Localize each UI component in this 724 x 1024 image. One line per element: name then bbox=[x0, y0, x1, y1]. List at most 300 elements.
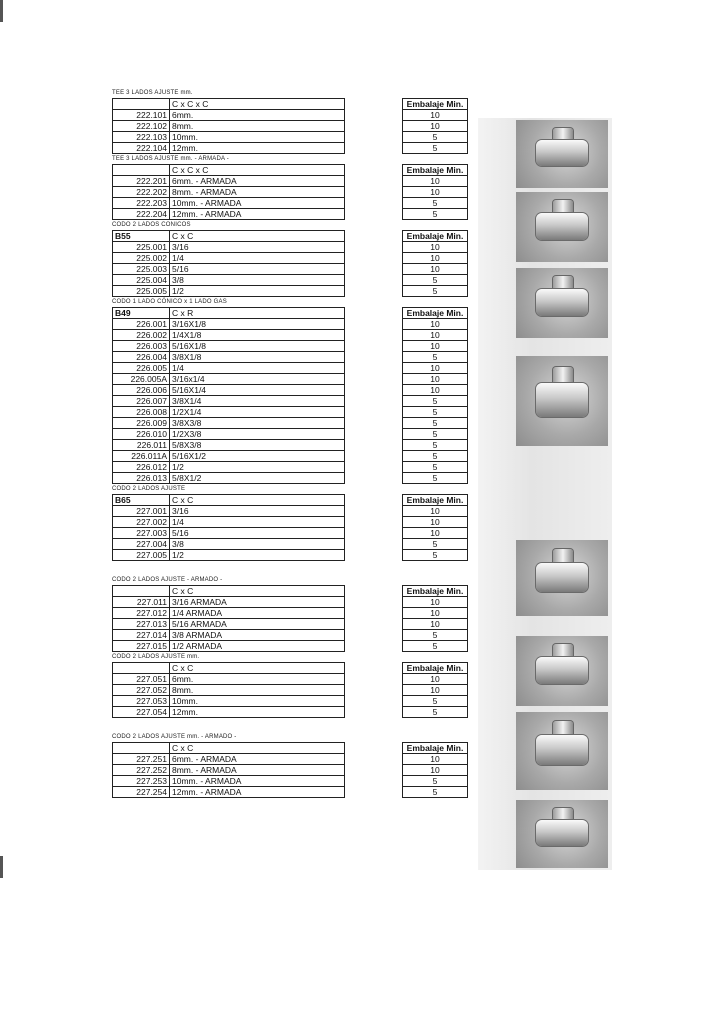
section-title: CODO 2 LADOS AJUSTE mm. bbox=[112, 654, 200, 660]
min-packaging-row bbox=[403, 275, 468, 286]
min-packaging-value: 10 bbox=[403, 506, 468, 517]
min-packaging-table bbox=[402, 742, 468, 798]
min-packaging-value: 5 bbox=[403, 440, 468, 451]
min-packaging-value: 5 bbox=[403, 707, 468, 718]
product-code-cell: 225.003 bbox=[113, 264, 170, 275]
product-description-cell: 5/16X1/4 bbox=[170, 385, 345, 396]
min-packaging-row bbox=[403, 418, 468, 429]
min-packaging-row bbox=[403, 352, 468, 363]
min-packaging-value: 10 bbox=[403, 363, 468, 374]
min-packaging-row bbox=[403, 132, 468, 143]
product-description-cell: 1/4X1/8 bbox=[170, 330, 345, 341]
min-packaging-header: Embalaje Min. bbox=[403, 99, 468, 110]
header-code-cell: B55 bbox=[113, 231, 170, 242]
scan-edge-mark-top bbox=[0, 0, 3, 22]
table-row bbox=[113, 176, 345, 187]
product-description-cell: 8mm. - ARMADA bbox=[170, 765, 345, 776]
header-code-cell: B49 bbox=[113, 308, 170, 319]
table-header-row bbox=[113, 663, 345, 674]
product-description-cell: 3/8X1/8 bbox=[170, 352, 345, 363]
product-description-cell: 3/16x1/4 bbox=[170, 374, 345, 385]
product-code-cell: 226.007 bbox=[113, 396, 170, 407]
min-packaging-row bbox=[403, 641, 468, 652]
table-row bbox=[113, 319, 345, 330]
product-code-cell: 227.004 bbox=[113, 539, 170, 550]
min-packaging-row bbox=[403, 407, 468, 418]
product-code-cell: 227.014 bbox=[113, 630, 170, 641]
min-packaging-table bbox=[402, 307, 468, 484]
min-packaging-table bbox=[402, 98, 468, 154]
product-description-cell: 3/8 bbox=[170, 275, 345, 286]
table-row bbox=[113, 473, 345, 484]
min-packaging-row bbox=[403, 264, 468, 275]
product-description-cell: 3/16 ARMADA bbox=[170, 597, 345, 608]
header-code-cell: B65 bbox=[113, 495, 170, 506]
product-code-cell: 227.053 bbox=[113, 696, 170, 707]
min-packaging-table bbox=[402, 230, 468, 297]
product-code-cell: 226.008 bbox=[113, 407, 170, 418]
min-packaging-value: 5 bbox=[403, 696, 468, 707]
product-description-cell: 5/16 bbox=[170, 528, 345, 539]
min-packaging-value: 5 bbox=[403, 550, 468, 561]
product-description-cell: 12mm. - ARMADA bbox=[170, 209, 345, 220]
product-code-cell: 222.102 bbox=[113, 121, 170, 132]
product-description-cell: 8mm. bbox=[170, 121, 345, 132]
product-code-cell: 227.252 bbox=[113, 765, 170, 776]
min-packaging-row bbox=[403, 451, 468, 462]
product-code-cell: 225.001 bbox=[113, 242, 170, 253]
product-code-cell: 227.051 bbox=[113, 674, 170, 685]
min-packaging-row bbox=[403, 209, 468, 220]
catalog-section bbox=[112, 299, 472, 486]
table-row bbox=[113, 242, 345, 253]
product-description-cell: 12mm. bbox=[170, 143, 345, 154]
table-row bbox=[113, 407, 345, 418]
min-packaging-value: 5 bbox=[403, 451, 468, 462]
min-packaging-row bbox=[403, 517, 468, 528]
header-code-cell bbox=[113, 743, 170, 754]
product-code-cell: 226.001 bbox=[113, 319, 170, 330]
product-description-cell: 1/4 bbox=[170, 363, 345, 374]
min-packaging-row bbox=[403, 674, 468, 685]
catalog-section bbox=[112, 577, 472, 654]
min-packaging-row bbox=[403, 110, 468, 121]
product-description-cell: 1/4 ARMADA bbox=[170, 608, 345, 619]
product-description-cell: 3/8X3/8 bbox=[170, 418, 345, 429]
product-code-cell: 226.009 bbox=[113, 418, 170, 429]
catalog-section bbox=[112, 156, 472, 222]
min-packaging-row bbox=[403, 176, 468, 187]
table-row bbox=[113, 787, 345, 798]
header-code-cell bbox=[113, 165, 170, 176]
min-packaging-header: Embalaje Min. bbox=[403, 231, 468, 242]
product-code-cell: 227.012 bbox=[113, 608, 170, 619]
product-description-cell: 1/2X1/4 bbox=[170, 407, 345, 418]
min-packaging-value: 10 bbox=[403, 242, 468, 253]
product-code-cell: 226.013 bbox=[113, 473, 170, 484]
product-code-cell: 226.010 bbox=[113, 429, 170, 440]
product-code-cell: 222.202 bbox=[113, 187, 170, 198]
product-code-cell: 226.003 bbox=[113, 341, 170, 352]
table-row bbox=[113, 754, 345, 765]
header-description-cell: C x C bbox=[170, 231, 345, 242]
table-row bbox=[113, 143, 345, 154]
table-header-row bbox=[113, 99, 345, 110]
product-table bbox=[112, 662, 345, 718]
tee-fitting-photo bbox=[516, 120, 608, 188]
min-packaging-row bbox=[403, 550, 468, 561]
product-description-cell: 10mm. - ARMADA bbox=[170, 198, 345, 209]
min-packaging-value: 5 bbox=[403, 418, 468, 429]
product-description-cell: 6mm. - ARMADA bbox=[170, 754, 345, 765]
product-description-cell: 3/16 bbox=[170, 506, 345, 517]
product-code-cell: 227.003 bbox=[113, 528, 170, 539]
min-packaging-header: Embalaje Min. bbox=[403, 308, 468, 319]
min-packaging-value: 5 bbox=[403, 641, 468, 652]
min-packaging-header: Embalaje Min. bbox=[403, 586, 468, 597]
product-description-cell: 6mm. bbox=[170, 674, 345, 685]
table-row bbox=[113, 132, 345, 143]
product-description-cell: 3/16X1/8 bbox=[170, 319, 345, 330]
min-packaging-value: 5 bbox=[403, 275, 468, 286]
product-table bbox=[112, 98, 345, 154]
min-packaging-value: 5 bbox=[403, 429, 468, 440]
header-code-cell bbox=[113, 663, 170, 674]
table-row bbox=[113, 641, 345, 652]
min-packaging-header: Embalaje Min. bbox=[403, 663, 468, 674]
min-packaging-value: 10 bbox=[403, 110, 468, 121]
product-code-cell: 227.002 bbox=[113, 517, 170, 528]
table-header-row bbox=[113, 165, 345, 176]
min-packaging-row bbox=[403, 707, 468, 718]
section-title: CODO 1 LADO CÓNICO x 1 LADO GAS bbox=[112, 299, 227, 305]
table-row bbox=[113, 776, 345, 787]
min-packaging-value: 10 bbox=[403, 685, 468, 696]
table-header-row bbox=[113, 495, 345, 506]
product-description-cell: 5/8X3/8 bbox=[170, 440, 345, 451]
min-packaging-row bbox=[403, 429, 468, 440]
table-row bbox=[113, 707, 345, 718]
product-table bbox=[112, 494, 345, 561]
header-description-cell: C x C bbox=[170, 586, 345, 597]
min-packaging-row bbox=[403, 506, 468, 517]
table-row bbox=[113, 209, 345, 220]
product-description-cell: 3/8X1/4 bbox=[170, 396, 345, 407]
table-row bbox=[113, 440, 345, 451]
product-table bbox=[112, 585, 345, 652]
catalog-section bbox=[112, 654, 472, 720]
min-packaging-value: 5 bbox=[403, 407, 468, 418]
product-description-cell: 3/16 bbox=[170, 242, 345, 253]
product-code-cell: 225.002 bbox=[113, 253, 170, 264]
min-packaging-row bbox=[403, 765, 468, 776]
table-row bbox=[113, 385, 345, 396]
min-packaging-header: Embalaje Min. bbox=[403, 495, 468, 506]
min-packaging-value: 5 bbox=[403, 352, 468, 363]
min-packaging-value: 10 bbox=[403, 264, 468, 275]
min-packaging-value: 10 bbox=[403, 385, 468, 396]
product-description-cell: 5/16 ARMADA bbox=[170, 619, 345, 630]
product-description-cell: 1/4 bbox=[170, 253, 345, 264]
product-code-cell: 226.005A bbox=[113, 374, 170, 385]
min-packaging-value: 5 bbox=[403, 630, 468, 641]
min-packaging-value: 10 bbox=[403, 121, 468, 132]
elbow-ajuste-fitting-photo bbox=[516, 540, 608, 616]
catalog-section bbox=[112, 734, 472, 800]
table-row bbox=[113, 198, 345, 209]
tee-armada-fitting-photo bbox=[516, 192, 608, 262]
min-packaging-value: 5 bbox=[403, 209, 468, 220]
product-code-cell: 226.006 bbox=[113, 385, 170, 396]
product-code-cell: 225.005 bbox=[113, 286, 170, 297]
product-description-cell: 5/16X1/8 bbox=[170, 341, 345, 352]
min-packaging-row bbox=[403, 528, 468, 539]
table-row bbox=[113, 550, 345, 561]
product-code-cell: 222.101 bbox=[113, 110, 170, 121]
elbow-gas-fitting-photo bbox=[516, 356, 608, 446]
min-packaging-value: 5 bbox=[403, 776, 468, 787]
min-packaging-row bbox=[403, 187, 468, 198]
table-row bbox=[113, 363, 345, 374]
product-description-cell: 10mm. - ARMADA bbox=[170, 776, 345, 787]
product-description-cell: 6mm. bbox=[170, 110, 345, 121]
min-packaging-table bbox=[402, 662, 468, 718]
product-description-cell: 1/2 ARMADA bbox=[170, 641, 345, 652]
min-packaging-row bbox=[403, 787, 468, 798]
table-row bbox=[113, 451, 345, 462]
table-row bbox=[113, 286, 345, 297]
table-row bbox=[113, 275, 345, 286]
min-packaging-value: 5 bbox=[403, 462, 468, 473]
table-header-row bbox=[113, 743, 345, 754]
product-description-cell: 5/16X1/2 bbox=[170, 451, 345, 462]
catalog-section bbox=[112, 222, 472, 299]
header-code-cell bbox=[113, 99, 170, 110]
min-packaging-value: 10 bbox=[403, 176, 468, 187]
header-description-cell: C x C bbox=[170, 663, 345, 674]
min-packaging-value: 10 bbox=[403, 341, 468, 352]
product-code-cell: 222.201 bbox=[113, 176, 170, 187]
min-packaging-row bbox=[403, 776, 468, 787]
product-description-cell: 1/2 bbox=[170, 462, 345, 473]
product-description-cell: 12mm. bbox=[170, 707, 345, 718]
min-packaging-row bbox=[403, 330, 468, 341]
min-packaging-row bbox=[403, 242, 468, 253]
table-row bbox=[113, 696, 345, 707]
product-code-cell: 225.004 bbox=[113, 275, 170, 286]
table-row bbox=[113, 396, 345, 407]
table-row bbox=[113, 765, 345, 776]
product-code-cell: 226.011A bbox=[113, 451, 170, 462]
min-packaging-value: 10 bbox=[403, 765, 468, 776]
section-title: CODO 2 LADOS AJUSTE mm. - ARMADO - bbox=[112, 734, 237, 740]
product-table bbox=[112, 307, 345, 484]
min-packaging-row bbox=[403, 374, 468, 385]
min-packaging-row bbox=[403, 696, 468, 707]
elbow-armado-fitting-photo bbox=[516, 636, 608, 706]
product-code-cell: 226.004 bbox=[113, 352, 170, 363]
table-row bbox=[113, 462, 345, 473]
product-code-cell: 226.005 bbox=[113, 363, 170, 374]
product-description-cell: 5/16 bbox=[170, 264, 345, 275]
product-description-cell: 1/2 bbox=[170, 286, 345, 297]
section-title: TEE 3 LADOS AJUSTE mm. bbox=[112, 90, 193, 96]
table-row bbox=[113, 418, 345, 429]
table-row bbox=[113, 506, 345, 517]
product-description-cell: 8mm. bbox=[170, 685, 345, 696]
min-packaging-row bbox=[403, 198, 468, 209]
min-packaging-value: 10 bbox=[403, 374, 468, 385]
min-packaging-value: 10 bbox=[403, 319, 468, 330]
product-code-cell: 227.015 bbox=[113, 641, 170, 652]
product-code-cell: 227.052 bbox=[113, 685, 170, 696]
min-packaging-row bbox=[403, 630, 468, 641]
min-packaging-value: 10 bbox=[403, 330, 468, 341]
header-description-cell: C x C bbox=[170, 743, 345, 754]
product-description-cell: 1/2X3/8 bbox=[170, 429, 345, 440]
min-packaging-value: 10 bbox=[403, 597, 468, 608]
product-table bbox=[112, 742, 345, 798]
product-description-cell: 3/8 ARMADA bbox=[170, 630, 345, 641]
table-header-row bbox=[113, 586, 345, 597]
scan-edge-mark-bottom bbox=[0, 856, 3, 878]
table-row bbox=[113, 330, 345, 341]
min-packaging-header: Embalaje Min. bbox=[403, 165, 468, 176]
min-packaging-table bbox=[402, 164, 468, 220]
product-description-cell: 6mm. - ARMADA bbox=[170, 176, 345, 187]
product-code-cell: 227.054 bbox=[113, 707, 170, 718]
min-packaging-row bbox=[403, 363, 468, 374]
catalog-section bbox=[112, 90, 472, 156]
table-row bbox=[113, 619, 345, 630]
min-packaging-value: 5 bbox=[403, 132, 468, 143]
min-packaging-row bbox=[403, 473, 468, 484]
product-code-cell: 227.011 bbox=[113, 597, 170, 608]
min-packaging-value: 10 bbox=[403, 619, 468, 630]
table-row bbox=[113, 121, 345, 132]
product-description-cell: 8mm. - ARMADA bbox=[170, 187, 345, 198]
min-packaging-value: 5 bbox=[403, 198, 468, 209]
table-row bbox=[113, 253, 345, 264]
table-row bbox=[113, 110, 345, 121]
product-catalog bbox=[112, 90, 472, 800]
product-description-cell: 10mm. bbox=[170, 132, 345, 143]
section-title: CODO 2 LADOS CONICOS bbox=[112, 222, 191, 228]
table-row bbox=[113, 528, 345, 539]
min-packaging-header: Embalaje Min. bbox=[403, 743, 468, 754]
table-row bbox=[113, 685, 345, 696]
min-packaging-row bbox=[403, 597, 468, 608]
min-packaging-value: 10 bbox=[403, 253, 468, 264]
product-code-cell: 227.001 bbox=[113, 506, 170, 517]
min-packaging-row bbox=[403, 608, 468, 619]
product-code-cell: 226.002 bbox=[113, 330, 170, 341]
table-row bbox=[113, 352, 345, 363]
min-packaging-value: 5 bbox=[403, 143, 468, 154]
section-title: CODO 2 LADOS AJUSTE - ARMADO - bbox=[112, 577, 223, 583]
product-description-cell: 1/2 bbox=[170, 550, 345, 561]
product-code-cell: 227.254 bbox=[113, 787, 170, 798]
elbow-conic-fitting-photo bbox=[516, 268, 608, 338]
min-packaging-value: 10 bbox=[403, 608, 468, 619]
min-packaging-row bbox=[403, 143, 468, 154]
product-description-cell: 12mm. - ARMADA bbox=[170, 787, 345, 798]
min-packaging-row bbox=[403, 539, 468, 550]
product-code-cell: 222.203 bbox=[113, 198, 170, 209]
section-title: CODO 2 LADOS AJUSTE bbox=[112, 486, 186, 492]
min-packaging-value: 5 bbox=[403, 396, 468, 407]
min-packaging-value: 10 bbox=[403, 187, 468, 198]
table-row bbox=[113, 539, 345, 550]
min-packaging-value: 10 bbox=[403, 528, 468, 539]
product-code-cell: 222.104 bbox=[113, 143, 170, 154]
min-packaging-value: 10 bbox=[403, 754, 468, 765]
catalog-section bbox=[112, 486, 472, 563]
header-description-cell: C x R bbox=[170, 308, 345, 319]
min-packaging-table bbox=[402, 585, 468, 652]
header-description-cell: C x C bbox=[170, 495, 345, 506]
product-description-cell: 3/8 bbox=[170, 539, 345, 550]
min-packaging-row bbox=[403, 754, 468, 765]
min-packaging-row bbox=[403, 286, 468, 297]
table-row bbox=[113, 341, 345, 352]
table-row bbox=[113, 597, 345, 608]
min-packaging-row bbox=[403, 396, 468, 407]
elbow-mm-fitting-photo bbox=[516, 712, 608, 790]
product-description-cell: 10mm. bbox=[170, 696, 345, 707]
product-code-cell: 227.005 bbox=[113, 550, 170, 561]
header-description-cell: C x C x C bbox=[170, 165, 345, 176]
min-packaging-row bbox=[403, 462, 468, 473]
min-packaging-value: 5 bbox=[403, 787, 468, 798]
min-packaging-row bbox=[403, 341, 468, 352]
min-packaging-row bbox=[403, 440, 468, 451]
min-packaging-value: 10 bbox=[403, 517, 468, 528]
header-code-cell bbox=[113, 586, 170, 597]
product-description-cell: 5/8X1/2 bbox=[170, 473, 345, 484]
table-row bbox=[113, 517, 345, 528]
min-packaging-row bbox=[403, 253, 468, 264]
min-packaging-row bbox=[403, 385, 468, 396]
min-packaging-value: 10 bbox=[403, 674, 468, 685]
product-code-cell: 222.204 bbox=[113, 209, 170, 220]
table-row bbox=[113, 374, 345, 385]
min-packaging-table bbox=[402, 494, 468, 561]
header-description-cell: C x C x C bbox=[170, 99, 345, 110]
product-code-cell: 227.253 bbox=[113, 776, 170, 787]
table-header-row bbox=[113, 308, 345, 319]
min-packaging-value: 5 bbox=[403, 473, 468, 484]
min-packaging-row bbox=[403, 619, 468, 630]
section-title: TEE 3 LADOS AJUSTE mm. - ARMADA - bbox=[112, 156, 229, 162]
product-code-cell: 226.011 bbox=[113, 440, 170, 451]
product-code-cell: 227.251 bbox=[113, 754, 170, 765]
product-code-cell: 227.013 bbox=[113, 619, 170, 630]
product-code-cell: 222.103 bbox=[113, 132, 170, 143]
min-packaging-row bbox=[403, 319, 468, 330]
product-table bbox=[112, 164, 345, 220]
min-packaging-row bbox=[403, 121, 468, 132]
table-row bbox=[113, 608, 345, 619]
table-row bbox=[113, 187, 345, 198]
table-row bbox=[113, 429, 345, 440]
min-packaging-value: 5 bbox=[403, 286, 468, 297]
table-row bbox=[113, 630, 345, 641]
min-packaging-value: 5 bbox=[403, 539, 468, 550]
table-row bbox=[113, 674, 345, 685]
product-table bbox=[112, 230, 345, 297]
table-header-row bbox=[113, 231, 345, 242]
